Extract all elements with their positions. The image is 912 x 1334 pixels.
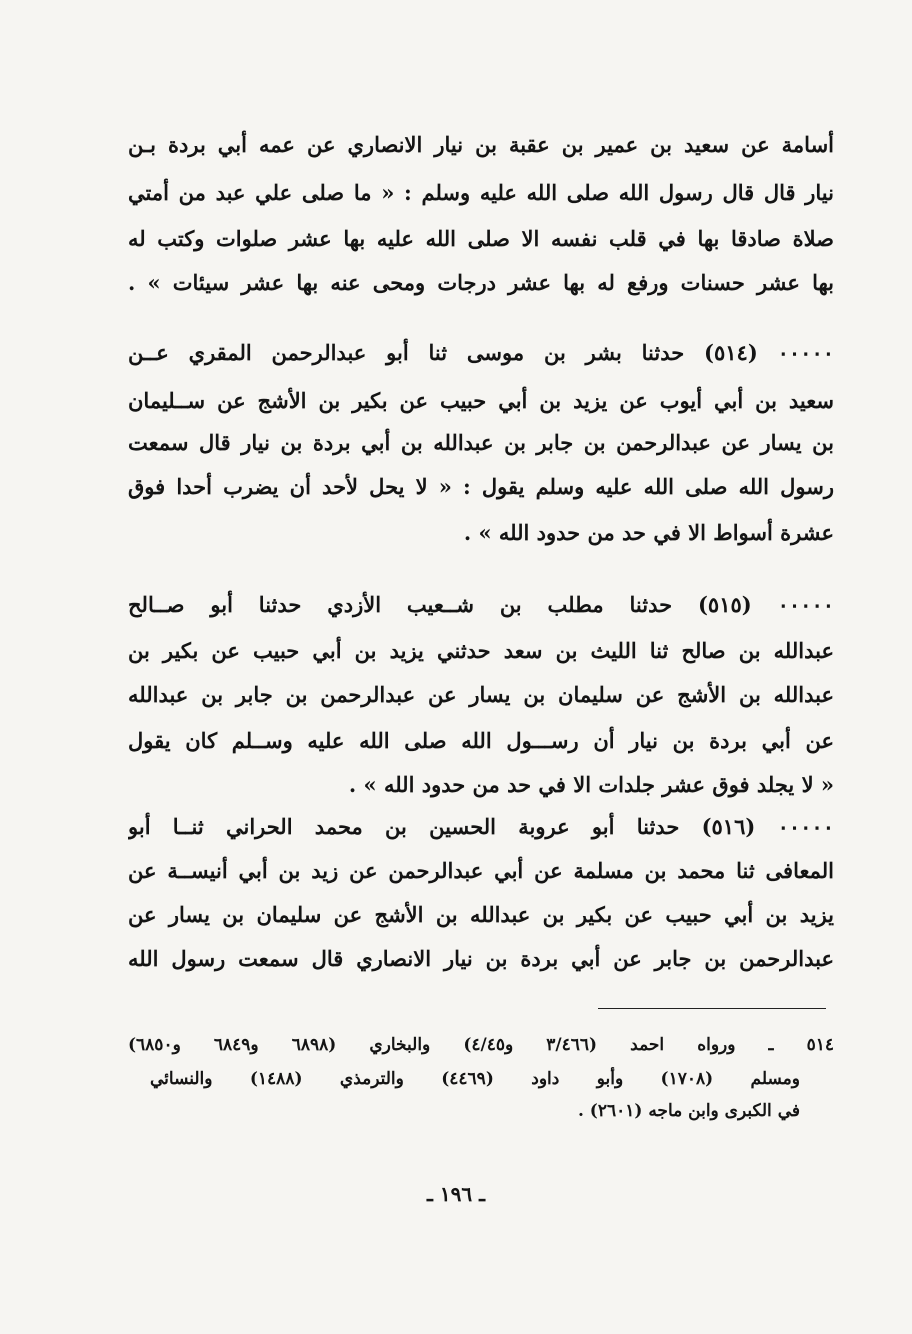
text-line: بن يسار عن عبدالرحمن بن جابر بن عبدالله بن أبي بردة بن نيار قال سمعت [128, 430, 834, 455]
text-line: بها عشر حسنات ورفع له بها عشر درجات ومحى عنه بها عشر سيئات » . [128, 270, 834, 295]
page-number: ـ ١٩٦ ـ [427, 1182, 485, 1206]
footnote-line: في الكبرى وابن ماجه (٢٦٠١) . [577, 1101, 800, 1121]
text-line: عن أبي بردة بن نيار أن رســـول الله صلى الله عليه وســلم كان يقول [128, 728, 834, 753]
text-line: نيار قال قال رسول الله صلى الله عليه وسلم : « ما صلى علي عبد من أمتي [128, 180, 834, 205]
text-line: « لا يجلد فوق عشر جلدات الا في حد من حدود الله » . [348, 772, 834, 797]
text-line: عبدالله بن صالح ثنا الليث بن سعد حدثني يزيد بن أبي حبيب عن بكير بن [128, 638, 834, 663]
text-line: ٠٠٠٠٠ (٥١٥) حدثنا مطلب بن شــعيب الأزدي حدثنا أبو صــالح [128, 592, 834, 617]
text-line: صلاة صادقا بها في قلب نفسه الا صلى الله عليه بها عشر صلوات وكتب له [128, 226, 834, 251]
footnote-separator [598, 1008, 826, 1009]
text-line: المعافى ثنا محمد بن مسلمة عن أبي عبدالرحمن عن زيد بن أبي أنيســة عن [128, 858, 834, 883]
text-line: عشرة أسواط الا في حد من حدود الله » . [463, 520, 834, 545]
text-line: ٠٠٠٠٠ (٥١٤) حدثنا بشر بن موسى ثنا أبو عبدالرحمن المقري عــن [128, 340, 834, 365]
footnote-line: ومسلم (١٧٠٨) وأبو داود (٤٤٦٩) والترمذي (١٤٨٨) والنسائي [150, 1069, 800, 1089]
text-line: عبدالله بن الأشج عن سليمان بن يسار عن عبدالرحمن بن جابر بن عبدالله [128, 682, 834, 707]
footnote-line: ٥١٤ ـ ورواه احمد (٣/٤٦٦ و٤/٤٥) والبخاري (٦٨٩٨ و٦٨٤٩ و٦٨٥٠) [128, 1035, 834, 1055]
text-line: رسول الله صلى الله عليه وسلم يقول : « لا يحل لأحد أن يضرب أحدا فوق [128, 474, 834, 499]
text-line: يزيد بن أبي حبيب عن بكير بن عبدالله بن الأشج عن سليمان بن يسار عن [128, 902, 834, 927]
text-line: ٠٠٠٠٠ (٥١٦) حدثنا أبو عروبة الحسين بن محمد الحراني ثنــا أبو [128, 814, 834, 839]
text-line: سعيد بن أبي أيوب عن يزيد بن أبي حبيب عن بكير بن الأشج عن ســليمان [128, 388, 834, 413]
text-line: عبدالرحمن بن جابر عن أبي بردة بن نيار الانصاري قال سمعت رسول الله [128, 946, 834, 971]
text-line: أسامة عن سعيد بن عمير بن عقبة بن نيار الانصاري عن عمه أبي بردة بـن [128, 132, 834, 157]
